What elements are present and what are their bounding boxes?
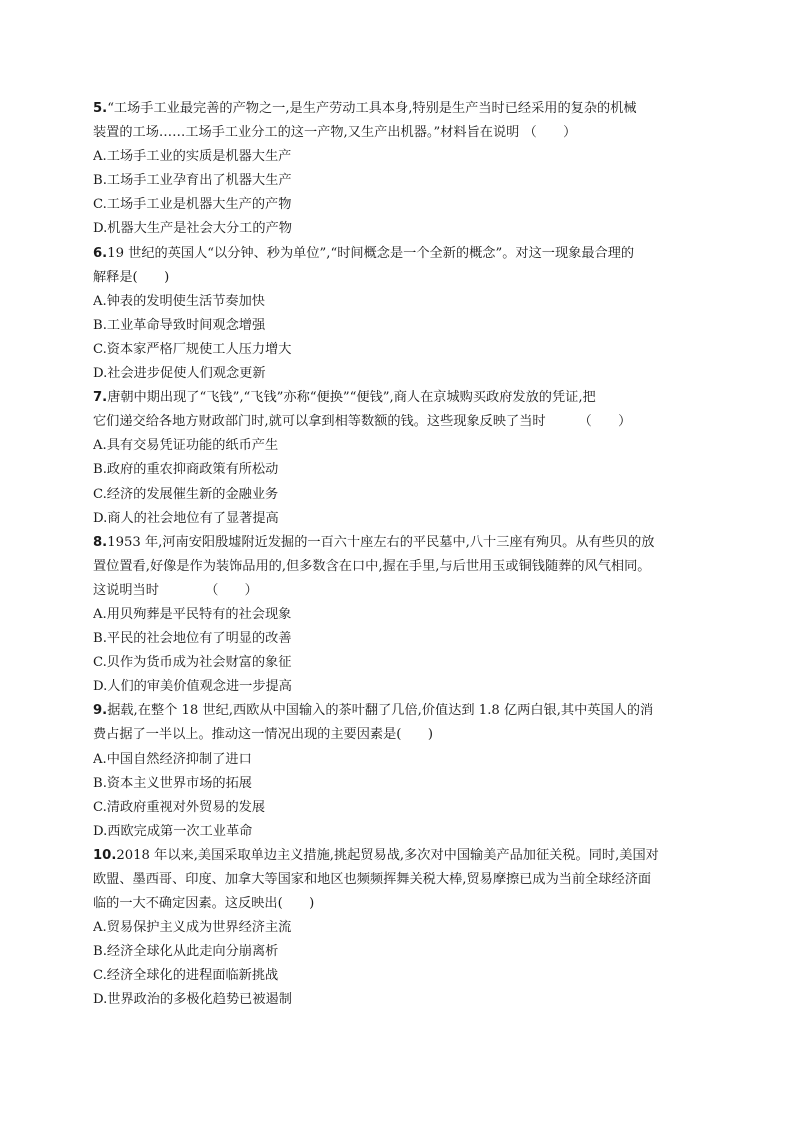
answer-option: A.钟表的发明使生活节奏加快 — [93, 293, 265, 309]
question-stem-line — [93, 868, 705, 892]
answer-option: C.工场手工业是机器大生产的产物 — [93, 197, 292, 213]
question-stem-text: 2018 年以来,美国采取单边主义措施,挑起贸易战,多次对中国输美产品加征关税。同时,美国对 — [116, 847, 659, 863]
question-number: 7. — [93, 390, 108, 406]
question-stem-line — [93, 242, 705, 266]
answer-option: C.经济全球化的进程面临新挑战 — [93, 968, 279, 984]
answer-option: C.贝作为货币成为社会财富的象征 — [93, 655, 292, 671]
answer-option: A.贸易保护主义成为世界经济主流 — [93, 920, 292, 936]
question-stem-line — [93, 892, 705, 916]
question-number: 9. — [93, 703, 108, 719]
answer-option: D.世界政治的多极化趋势已被遏制 — [93, 992, 292, 1008]
question-block — [93, 699, 705, 844]
question-stem-text: 置位置看,好像是作为装饰品用的,但多数含在口中,握在手里,与后世用玉或铜钱随葬的风气相同。 — [93, 558, 651, 574]
question-stem-text: 装置的工场……工场手工业分工的这一产物,又生产出机器。”材料旨在说明 （ ） — [93, 125, 577, 141]
answer-option: B.政府的重农抑商政策有所松动 — [93, 462, 279, 478]
answer-option: A.用贝殉葬是平民特有的社会现象 — [93, 606, 292, 622]
question-stem-line — [93, 555, 705, 579]
question-stem-text: 费占据了一半以上。推动这一情况出现的主要因素是( ) — [93, 727, 433, 743]
answer-option: A.具有交易凭证功能的纸币产生 — [93, 438, 279, 454]
question-stem-text: 解释是( ) — [93, 269, 170, 285]
question-stem-text: 1953 年,河南安阳殷墟附近发掘的一百六十座左右的平民墓中,八十三座有殉贝。从有些贝的放 — [107, 534, 655, 550]
question-block — [93, 242, 705, 387]
answer-option: D.西欧完成第一次工业革命 — [93, 823, 253, 839]
question-stem-text: 它们递交给各地方财政部门时,就可以拿到相等数额的钱。这些现象反映了当时 （ ） — [93, 414, 632, 430]
question-stem-line — [93, 844, 705, 868]
answer-option: B.资本主义世界市场的拓展 — [93, 775, 252, 791]
question-stem-line — [93, 410, 705, 434]
answer-option: A.工场手工业的实质是机器大生产 — [93, 149, 292, 165]
answer-option: D.机器大生产是社会大分工的产物 — [93, 221, 292, 237]
question-stem-line — [93, 723, 705, 747]
question-stem-line — [93, 531, 705, 555]
document-page — [93, 97, 705, 1013]
answer-option: D.商人的社会地位有了显著提高 — [93, 510, 279, 526]
question-number: 8. — [93, 534, 108, 550]
question-stem-text: 这说明当时 （ ） — [93, 582, 258, 598]
question-stem-text: 临的一大不确定因素。这反映出( ) — [93, 896, 315, 912]
question-block — [93, 531, 705, 700]
question-stem-text: 欧盟、墨西哥、印度、加拿大等国家和地区也频频挥舞关税大棒,贸易摩擦已成为当前全球经济面 — [93, 872, 652, 887]
question-stem-line — [93, 386, 705, 410]
question-stem-line — [93, 121, 705, 145]
answer-option: B.平民的社会地位有了明显的改善 — [93, 631, 292, 647]
answer-option: D.人们的审美价值观念进一步提高 — [93, 679, 292, 695]
question-stem-text: 19 世纪的英国人“以分钟、秒为单位”,“时间概念是一个全新的概念”。对这一现象最合理的 — [107, 245, 635, 261]
answer-option: B.经济全球化从此走向分崩离析 — [93, 944, 279, 960]
answer-option: C.经济的发展催生新的金融业务 — [93, 486, 279, 502]
answer-option: C.资本家严格厂规使工人压力增大 — [93, 341, 292, 357]
question-number: 10. — [93, 847, 117, 863]
question-number: 5. — [93, 101, 108, 116]
answer-option: A.中国自然经济抑制了进口 — [93, 751, 252, 767]
question-stem-text: 据载,在整个 18 世纪,西欧从中国输入的茶叶翻了几倍,价值达到 1.8 亿两白银,其中英国人的消 — [107, 703, 654, 719]
question-stem-line — [93, 699, 705, 723]
question-block — [93, 844, 705, 1013]
question-block — [93, 386, 705, 531]
question-stem-text: 唐朝中期出现了“飞钱”,“飞钱”亦称“便换”“便钱”,商人在京城购买政府发放的凭证,把 — [107, 390, 596, 406]
answer-option: C.清政府重视对外贸易的发展 — [93, 799, 266, 815]
answer-option: B.工业革命导致时间观念增强 — [93, 317, 266, 333]
question-stem-line — [93, 266, 705, 290]
question-stem-line — [93, 579, 705, 603]
answer-option: D.社会进步促使人们观念更新 — [93, 366, 266, 382]
question-stem-line — [93, 97, 705, 121]
question-number: 6. — [93, 245, 108, 261]
answer-option: B.工场手工业孕育出了机器大生产 — [93, 173, 292, 189]
question-block — [93, 97, 705, 242]
question-stem-text: “工场手工业最完善的产物之一,是生产劳动工具本身,特别是生产当时已经采用的复杂的机械 — [107, 101, 637, 116]
